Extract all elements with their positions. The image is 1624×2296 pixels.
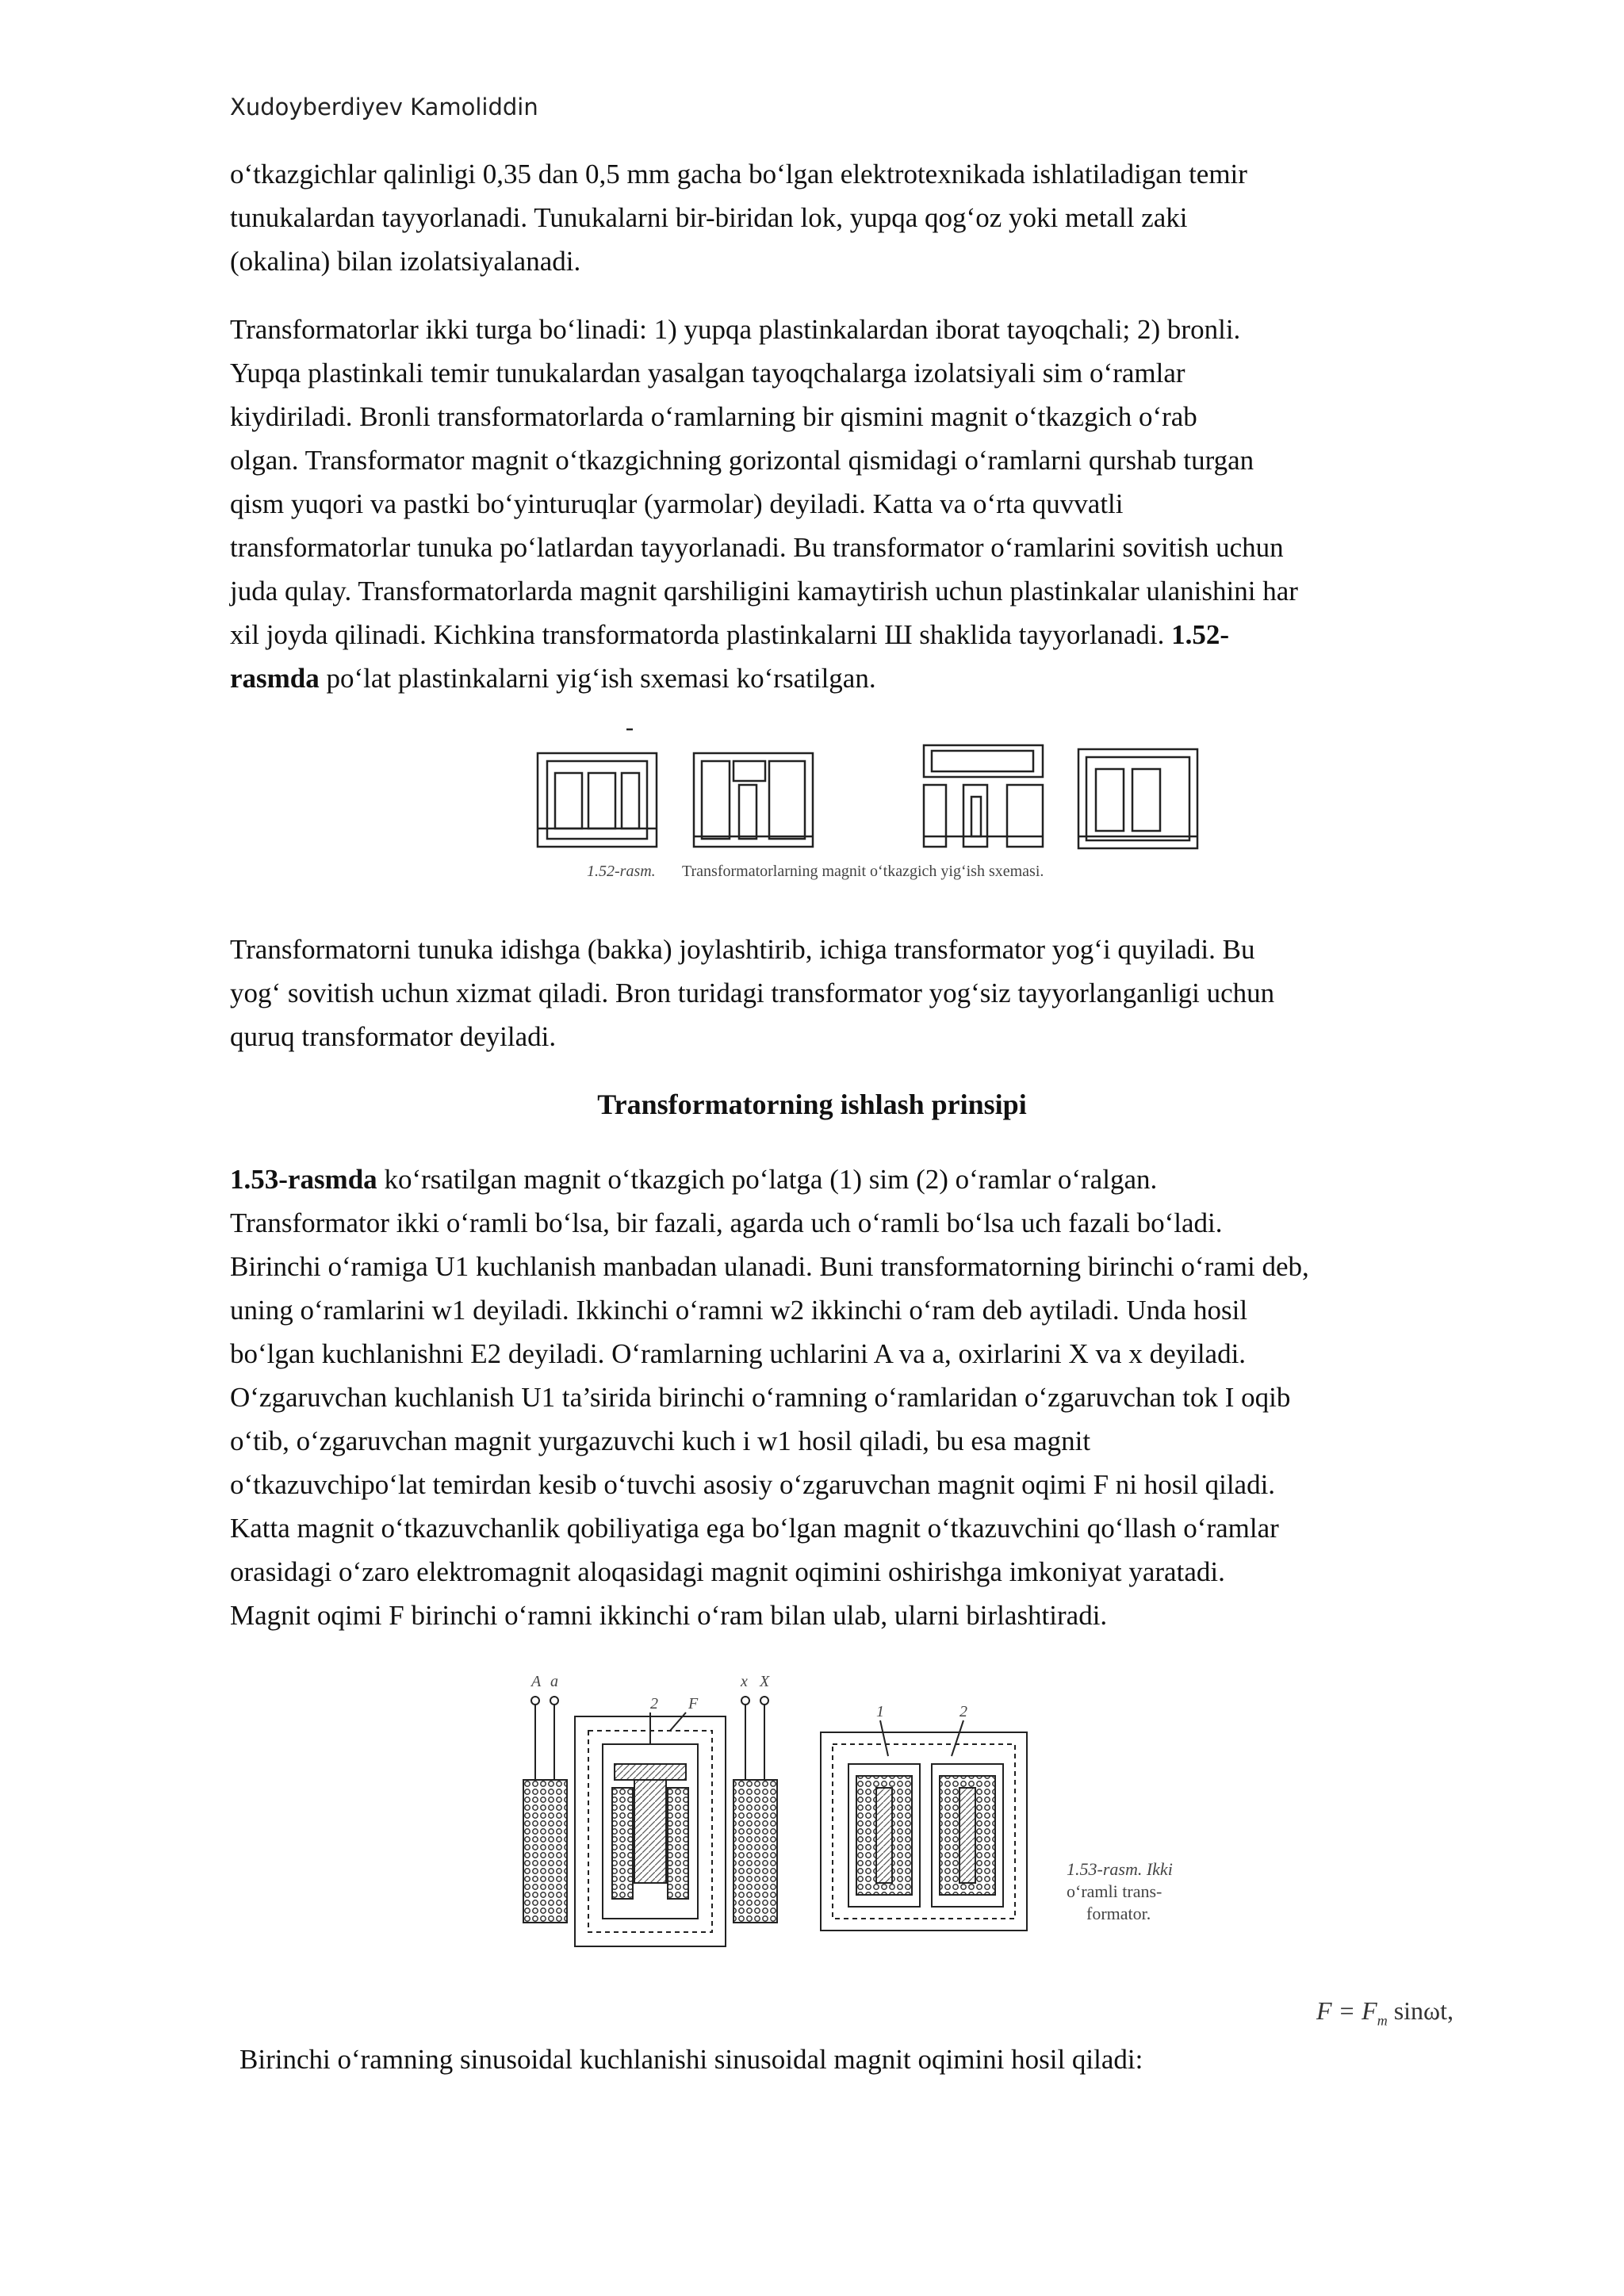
paragraph-2 <box>230 308 1491 700</box>
text-line: Birinchi o‘ramning sinusoidal kuchlanishi sinusoidal magnit oqimini hosil qiladi: <box>239 2044 1143 2075</box>
formula-subscript: m <box>1377 2012 1388 2029</box>
text-line <box>230 613 1491 656</box>
label-A: A <box>531 1673 542 1690</box>
figure-1-53-drawing <box>515 1669 1213 1986</box>
text-line: Transformatorni tunuka idishga (bakka) joylashtirib, ichiga transformator yog‘i quyiladi. Bu <box>230 934 1255 965</box>
text-segment: ko‘rsatilgan magnit o‘tkazgich po‘latga (1) sim (2) o‘ramlar o‘ralgan. <box>377 1164 1158 1195</box>
text-line: o‘tkazuvchipo‘lat temirdan kesib o‘tuvchi asosiy o‘zgaruvchan magnit oqimi F ni hosil qiladi. <box>230 1469 1276 1500</box>
text-line: Katta magnit o‘tkazuvchanlik qobiliyatiga ega bo‘lgan magnit o‘tkazuvchini qo‘llash o‘ramlar <box>230 1513 1279 1544</box>
page-header-author: Xudoyberdiyev Kamoliddin <box>230 94 538 121</box>
figure-1-53-caption-line-3: formator. <box>1086 1904 1151 1923</box>
label-2: 2 <box>650 1695 658 1712</box>
text-line: juda qulay. Transformatorlarda magnit qarshiligini kamaytirish uchun plastinkalar ulanishini har <box>230 576 1298 607</box>
text-line: Birinchi o‘ramiga U1 kuchlanish manbadan ulanadi. Buni transformatorning birinchi o‘rami deb, <box>230 1251 1309 1282</box>
label-X: X <box>760 1673 770 1690</box>
label-F: F <box>688 1695 699 1712</box>
figure-reference: 1.52- <box>1171 619 1229 650</box>
text-line: tunukalardan tayyorlanadi. Tunukalarni bir-biridan lok, yupqa qog‘oz yoki metall zaki <box>230 202 1188 233</box>
text-line: orasidagi o‘zaro elektromagnit aloqasidagi magnit oqimini oshirishga imkoniyat yaratadi. <box>230 1556 1225 1587</box>
text-line: quruq transformator deyiladi. <box>230 1021 557 1052</box>
paragraph-1 <box>230 152 1491 283</box>
section-heading: Transformatorning ishlash prinsipi <box>597 1089 1027 1120</box>
text-line <box>230 656 1491 700</box>
paragraph-5 <box>239 2038 1310 2081</box>
figure-1-52-caption-number: 1.52-rasm. <box>587 863 656 880</box>
text-line: (okalina) bilan izolatsiyalanadi. <box>230 246 581 277</box>
text-line: Transformator ikki o‘ramli bo‘lsa, bir fazali, agarda uch o‘ramli bo‘lsa uch fazali bo‘ladi. <box>230 1207 1223 1238</box>
text-line <box>230 1158 1491 1201</box>
label-x: x <box>741 1673 748 1690</box>
text-segment: xil joyda qilinadi. Kichkina transformatorda plastinkalarni Ш shaklida tayyorlanadi. <box>230 619 1165 650</box>
text-line: Transformatorlar ikki turga bo‘linadi: 1) yupqa plastinkalardan iborat tayoqchali; 2) bronli. <box>230 314 1241 345</box>
text-line: olgan. Transformator magnit o‘tkazgichning gorizontal qismidagi o‘ramlarni qurshab turgan <box>230 445 1254 476</box>
text-line: transformatorlar tunuka po‘latlardan tayyorlanadi. Bu transformator o‘ramlarini sovitish uchun <box>230 532 1284 563</box>
text-line: o‘tib, o‘zgaruvchan magnit yurgazuvchi kuch i w1 hosil qiladi, bu esa magnit <box>230 1425 1091 1456</box>
text-line: uning o‘ramlarini w1 deyiladi. Ikkinchi o‘ramni w2 ikkinchi o‘ram deb aytiladi. Unda hosil <box>230 1295 1248 1326</box>
formula-rhs: sinωt, <box>1387 1996 1454 2025</box>
formula <box>1316 1996 1454 2029</box>
text-line: kiydiriladi. Bronli transformatorlarda o‘ramlarning bir qismini magnit o‘tkazgich o‘rab <box>230 401 1197 432</box>
formula-lhs: F = F <box>1316 1996 1377 2025</box>
paragraph-4 <box>230 1158 1491 1637</box>
figure-1-53-caption-line-1: 1.53-rasm. Ikki <box>1067 1859 1173 1879</box>
text-line: Yupqa plastinkali temir tunukalardan yasalgan tayoqchalarga izolatsiyali sim o‘ramlar <box>230 358 1185 388</box>
figure-1-52-caption-text: Transformatorlarning magnit o‘tkazgich yig‘ish sxemasi. <box>682 863 1044 880</box>
paragraph-3 <box>230 928 1491 1058</box>
figure-1-53 <box>515 1669 1213 1986</box>
text-line: O‘zgaruvchan kuchlanish U1 ta’sirida birinchi o‘ramning o‘ramlaridan o‘zgaruvchan tok I oqib <box>230 1382 1291 1413</box>
text-line: yog‘ sovitish uchun xizmat qiladi. Bron turidagi transformator yog‘siz tayyorlanganligi uchun <box>230 978 1275 1008</box>
figure-reference: 1.53-rasmda <box>230 1164 377 1195</box>
text-line: Magnit oqimi F birinchi o‘ramni ikkinchi o‘ram bilan ulab, ularni birlashtiradi. <box>230 1600 1108 1631</box>
label-1: 1 <box>876 1703 884 1720</box>
text-line: o‘tkazgichlar qalinligi 0,35 dan 0,5 mm gacha bo‘lgan elektrotexnikada ishlatiladigan temir <box>230 159 1247 189</box>
text-line: qism yuqori va pastki bo‘yinturuqlar (yarmolar) deyiladi. Katta va o‘rta quvvatli <box>230 488 1124 519</box>
figure-1-52 <box>531 718 1205 896</box>
text-segment: po‘lat plastinkalarni yig‘ish sxemasi ko‘rsatilgan. <box>319 663 876 694</box>
text-line: bo‘lgan kuchlanishni E2 deyiladi. O‘ramlarning uchlarini A va a, oxirlarini X va x deyiladi. <box>230 1338 1247 1369</box>
figure-reference: rasmda <box>230 663 320 694</box>
label-2-right: 2 <box>959 1703 967 1720</box>
figure-1-52-drawing <box>531 718 1205 896</box>
figure-1-53-caption-line-2: o‘ramli trans- <box>1067 1881 1162 1901</box>
label-a: a <box>550 1673 558 1690</box>
